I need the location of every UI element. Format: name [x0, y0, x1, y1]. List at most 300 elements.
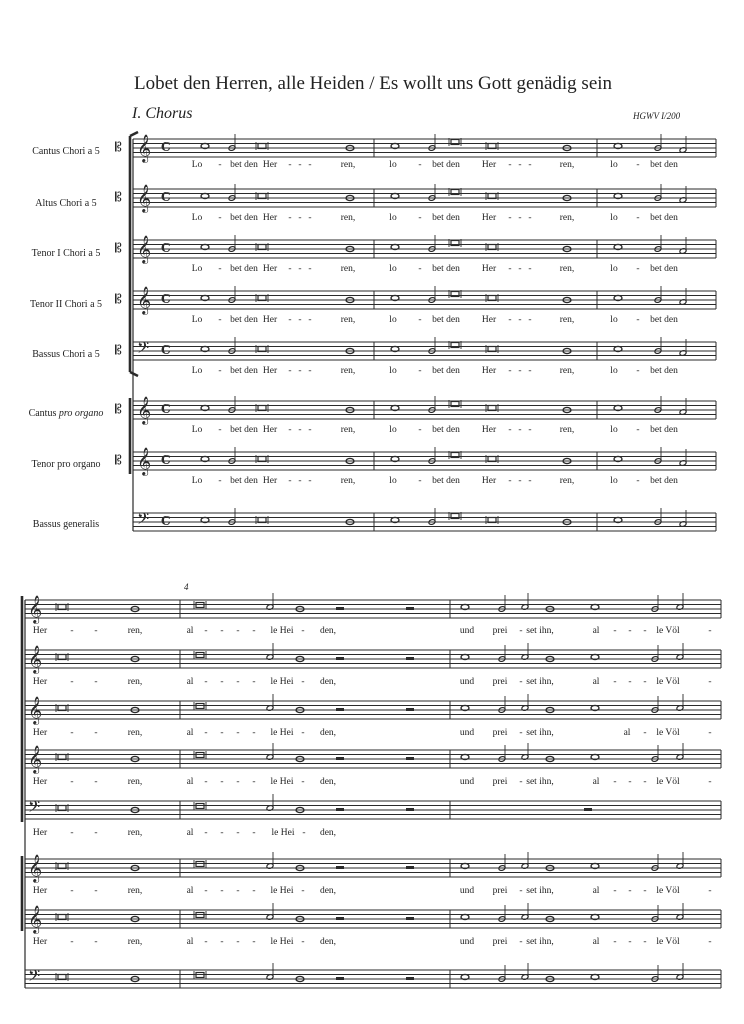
system2-altus-lyric-syllable: - [613, 677, 617, 687]
system2-tenor1-lyric-syllable: - [708, 728, 712, 738]
system2-altus-lyric-syllable: den, [319, 677, 337, 687]
system2-cantus-organo-lyric-syllable: al [186, 886, 194, 896]
system2-cantus-organo-lyric-syllable: - [70, 886, 74, 896]
system2-altus-lyric-syllable: - [252, 677, 256, 687]
system2-cantus-lyric-syllable: Her [32, 626, 48, 636]
system2-tenor-organo-lyric-syllable: Her [32, 937, 48, 947]
system1-part0-lyric-syllable: - [528, 160, 532, 170]
system2-cantus-lyric-syllable: - [708, 626, 712, 636]
system2-tenor2-lyric-syllable: - [236, 777, 240, 787]
system1-part1-lyric-syllable: - [528, 213, 532, 223]
system2-tenor2-lyric-syllable: - [301, 777, 305, 787]
measure-number: 4 [184, 582, 189, 592]
system2-tenor-organo-lyric-syllable: ren, [127, 937, 143, 947]
system2-tenor-organo-lyric-syllable: den, [319, 937, 337, 947]
system1-part4-lyric-syllable: Her [262, 366, 278, 376]
system2-tenor-organo-lyric-syllable: und [459, 937, 475, 947]
system2-cantus-organo-lyric-syllable: - [220, 886, 224, 896]
part-label-tenor2: Tenor II Chori a 5 [29, 299, 103, 310]
system1-part2-lyric-syllable: lo [610, 264, 618, 274]
system2-tenor2-lyric-syllable: al [186, 777, 194, 787]
system2-cantus-lyric-syllable: - [252, 626, 256, 636]
system1-part0-lyric-syllable: - [308, 160, 312, 170]
system1-part6-lyric-syllable: Lo [191, 476, 203, 486]
system1-part3-lyric-syllable: ren, [340, 315, 356, 325]
rest-icon [336, 757, 344, 760]
clef-icon: 𝄞 [28, 905, 43, 933]
system1-part3-lyric-syllable: - [308, 315, 312, 325]
system2-tenor-organo-lyric-syllable: - [613, 937, 617, 947]
system1-part4-lyric-syllable: - [418, 366, 422, 376]
rest-icon [336, 607, 344, 610]
system1-part1-lyric-syllable: - [218, 213, 222, 223]
system2-tenor1-lyric-syllable: Her [32, 728, 48, 738]
system1-part5-lyric-syllable: - [288, 425, 292, 435]
system1-part3-lyric-syllable: - [298, 315, 302, 325]
system1-part6-lyric-syllable: bet den [230, 476, 258, 486]
system2-altus-lyric-syllable: ren, [127, 677, 143, 687]
system2-bassus-lyric-syllable: - [204, 828, 208, 838]
system2-bassus-lyric-syllable: - [94, 828, 98, 838]
note [196, 804, 204, 809]
system2-tenor-organo-lyric-syllable: - [220, 937, 224, 947]
system1-part6-lyric-syllable: lo [389, 476, 397, 486]
system2-tenor1-lyric-syllable: - [643, 728, 647, 738]
system2-bassus-lyric-syllable: ren, [127, 828, 143, 838]
clef-icon: 𝄞 [28, 854, 43, 882]
system1-part4-lyric-syllable: bet den [650, 366, 678, 376]
system1-part2-lyric-syllable: - [298, 264, 302, 274]
system1-part3-lyric-syllable: ren, [559, 315, 575, 325]
rest-icon [406, 917, 414, 920]
system1-part6-lyric-syllable: - [288, 476, 292, 486]
system1-part6-lyric-syllable: bet den [432, 476, 460, 486]
system2-cantus-organo-lyric-syllable: al [592, 886, 600, 896]
system2-tenor2-lyric-syllable: prei [492, 777, 508, 787]
rest-icon [406, 708, 414, 711]
time-signature-icon: C [161, 292, 171, 306]
part-label-bassus: Bassus Chori a 5 [32, 349, 100, 360]
system2-altus-lyric-syllable: - [301, 677, 305, 687]
system1-part2-lyric-syllable: Her [262, 264, 278, 274]
clef-icon: 𝄞 [137, 184, 152, 212]
system2-tenor-organo-lyric-syllable: - [708, 937, 712, 947]
system1-part1-lyric-syllable: lo [389, 213, 397, 223]
system2-bassus-lyric-syllable: Her [32, 828, 48, 838]
system2-altus-lyric-syllable: - [628, 677, 632, 687]
system1-part5-lyric-syllable: ren, [340, 425, 356, 435]
system1-part6-lyric-syllable: - [308, 476, 312, 486]
system1-part6-lyric-syllable: - [636, 476, 640, 486]
system2-altus-lyric-syllable: le Hei [270, 677, 294, 687]
rest-icon [406, 808, 414, 811]
system1-part2-lyric-syllable: - [218, 264, 222, 274]
system1-part3-lyric-syllable: - [636, 315, 640, 325]
system2-cantus-organo-lyric-syllable: le Hei [270, 886, 294, 896]
original-clef-incipit-icon: 𝄡 [115, 140, 122, 154]
system1-part5-lyric-syllable: Her [481, 425, 497, 435]
original-clef-incipit-icon: 𝄡 [115, 402, 122, 416]
original-clef-incipit-icon: 𝄡 [115, 292, 122, 306]
system2-tenor2-lyric-syllable: - [204, 777, 208, 787]
system2-cantus-lyric-syllable: - [613, 626, 617, 636]
system1-part3-lyric-syllable: - [288, 315, 292, 325]
system1-part5-lyric-syllable: bet den [230, 425, 258, 435]
system1-part0-lyric-syllable: - [636, 160, 640, 170]
time-signature-icon: C [161, 343, 171, 357]
system1-part4-lyric-syllable: Lo [191, 366, 203, 376]
system2-tenor-organo-lyric-syllable: - [301, 937, 305, 947]
clef-icon: 𝄞 [137, 396, 152, 424]
time-signature-icon: C [161, 140, 171, 154]
system2-cantus-lyric-syllable: - [628, 626, 632, 636]
section-title-text: I. Chorus [132, 105, 193, 122]
system2-bassus-lyric-syllable: al [186, 828, 194, 838]
note [196, 704, 204, 709]
system2-tenor1-lyric-syllable: und [459, 728, 475, 738]
system1-part6-lyric-syllable: - [508, 476, 512, 486]
original-clef-incipit-icon: 𝄡 [115, 190, 122, 204]
system2-cantus-organo-lyric-syllable: prei [492, 886, 508, 896]
system2-bassus-lyric-syllable: den, [319, 828, 337, 838]
system2-cantus-lyric-syllable: le Völ [656, 626, 680, 636]
rest-icon [336, 808, 344, 811]
system1-part0-lyric-syllable: Her [481, 160, 497, 170]
system1-part2-lyric-syllable: - [518, 264, 522, 274]
system2-tenor1-lyric-syllable: - [70, 728, 74, 738]
system2-tenor1-lyric-syllable: den, [319, 728, 337, 738]
system2-altus-lyric-syllable: - [643, 677, 647, 687]
system1-part3-lyric-syllable: Her [481, 315, 497, 325]
system1-part1-lyric-syllable: bet den [230, 213, 258, 223]
original-clef-incipit-icon: 𝄡 [115, 453, 122, 467]
system2-cantus-lyric-syllable: prei [492, 626, 508, 636]
system1-part1-lyric-syllable: - [508, 213, 512, 223]
system1-part4-lyric-syllable: - [518, 366, 522, 376]
system1-part6-lyric-syllable: - [298, 476, 302, 486]
system2-cantus-organo-lyric-syllable: - [708, 886, 712, 896]
system1-part0-lyric-syllable: ren, [559, 160, 575, 170]
system2-bassus-lyric-syllable: - [302, 828, 306, 838]
clef-icon: 𝄞 [28, 645, 43, 673]
system1-part5-lyric-syllable: - [308, 425, 312, 435]
system2-altus-lyric-syllable: und [459, 677, 475, 687]
system1-part0-lyric-syllable: bet den [432, 160, 460, 170]
part-label-cantus-organo-italic: pro organo [58, 408, 104, 419]
system1-part1-lyric-syllable: ren, [340, 213, 356, 223]
system2-cantus-organo-lyric-syllable: - [301, 886, 305, 896]
system2-tenor-organo-lyric-syllable: le Hei [270, 937, 294, 947]
system2-cantus-lyric-syllable: le Hei [270, 626, 294, 636]
system2-tenor2-lyric-syllable: den, [319, 777, 337, 787]
part-label-tenor1: Tenor I Chori a 5 [31, 248, 101, 259]
part-label-cantus-organo-prefix: Cantus [28, 408, 59, 419]
system2-bassus-lyric-syllable: - [236, 828, 240, 838]
time-signature-icon: C [161, 241, 171, 255]
system1-part4-lyric-syllable: - [298, 366, 302, 376]
clef-icon: 𝄢 [28, 967, 41, 989]
system1-part3-lyric-syllable: bet den [650, 315, 678, 325]
system1-part5-lyric-syllable: bet den [650, 425, 678, 435]
system1-part5-lyric-syllable: - [636, 425, 640, 435]
system1-part3-lyric-syllable: - [508, 315, 512, 325]
system2-altus-lyric-syllable: - [236, 677, 240, 687]
system2-cantus-organo-lyric-syllable: - [628, 886, 632, 896]
system2-cantus-organo-lyric-syllable: - [643, 886, 647, 896]
system1-part2-lyric-syllable: - [288, 264, 292, 274]
system2-cantus-lyric-syllable: - [236, 626, 240, 636]
system2-tenor2-lyric-syllable: ren, [127, 777, 143, 787]
part-label-altus: Altus Chori a 5 [35, 198, 97, 209]
time-signature-icon: C [161, 514, 171, 528]
system2-altus-lyric-syllable: set ihn, [526, 677, 554, 687]
rest-icon [406, 757, 414, 760]
note [196, 603, 204, 608]
rest-icon [406, 977, 414, 980]
system2-tenor2-lyric-syllable: und [459, 777, 475, 787]
system2-tenor1-lyric-syllable: le Völ [656, 728, 680, 738]
system1-part5-lyric-syllable: ren, [559, 425, 575, 435]
system1-part1-lyric-syllable: lo [610, 213, 618, 223]
system2-cantus-organo-lyric-syllable: den, [319, 886, 337, 896]
rest-icon [406, 607, 414, 610]
system1-part0-lyric-syllable: lo [389, 160, 397, 170]
system1-part2-lyric-syllable: bet den [230, 264, 258, 274]
system2-tenor-organo-lyric-syllable: - [643, 937, 647, 947]
system2-bassus-lyric-syllable: - [252, 828, 256, 838]
note [196, 973, 204, 978]
system2-tenor-organo-lyric-syllable: set ihn, [526, 937, 554, 947]
rest-icon [406, 657, 414, 660]
system2-tenor-organo-lyric-syllable: - [204, 937, 208, 947]
system2-tenor1-lyric-syllable: al [623, 728, 631, 738]
system2-altus-lyric-syllable: - [519, 677, 523, 687]
note [196, 653, 204, 658]
system1-part5-lyric-syllable: lo [610, 425, 618, 435]
system1-part2-lyric-syllable: ren, [559, 264, 575, 274]
system1-part5-lyric-syllable: bet den [432, 425, 460, 435]
clef-icon: 𝄞 [28, 595, 43, 623]
system2-tenor1-lyric-syllable: prei [492, 728, 508, 738]
system2-tenor1-lyric-syllable: le Hei [270, 728, 294, 738]
system2-tenor1-lyric-syllable: - [519, 728, 523, 738]
system2-tenor2-lyric-syllable: al [592, 777, 600, 787]
clef-icon: 𝄢 [137, 510, 150, 532]
system1-part4-lyric-syllable: bet den [432, 366, 460, 376]
note [196, 913, 204, 918]
system1-part6-lyric-syllable: Her [481, 476, 497, 486]
system2-tenor-organo-lyric-syllable: prei [492, 937, 508, 947]
system1-part0-lyric-syllable: - [418, 160, 422, 170]
part-label-tenor-organo: Tenor pro organo [31, 459, 101, 470]
system1-part2-lyric-syllable: - [308, 264, 312, 274]
system1-part0-lyric-syllable: - [218, 160, 222, 170]
system2-cantus-lyric-syllable: - [220, 626, 224, 636]
system2-tenor-organo-lyric-syllable: al [592, 937, 600, 947]
system2-cantus-organo-lyric-syllable: - [94, 886, 98, 896]
system1-part0-lyric-syllable: - [508, 160, 512, 170]
system2-tenor1-lyric-syllable: - [252, 728, 256, 738]
system1-part1-lyric-syllable: bet den [650, 213, 678, 223]
part-label-cantus: Cantus Chori a 5 [32, 146, 100, 157]
rest-icon [336, 708, 344, 711]
system1-part4-lyric-syllable: ren, [559, 366, 575, 376]
system2-bassus-lyric-syllable: - [70, 828, 74, 838]
system1-part6-lyric-syllable: - [218, 476, 222, 486]
system1-part3-lyric-syllable: bet den [432, 315, 460, 325]
original-clef-incipit-icon: 𝄡 [115, 241, 122, 255]
system2-tenor1-lyric-syllable: - [236, 728, 240, 738]
system1-part3-lyric-syllable: bet den [230, 315, 258, 325]
system1-part1-lyric-syllable: bet den [432, 213, 460, 223]
system2-tenor2-lyric-syllable: - [252, 777, 256, 787]
system2-tenor2-lyric-syllable: le Völ [656, 777, 680, 787]
clef-icon: 𝄞 [137, 134, 152, 162]
rest-icon [584, 808, 592, 811]
system1-part6-lyric-syllable: ren, [340, 476, 356, 486]
system2-cantus-lyric-syllable: al [592, 626, 600, 636]
system2-tenor1-lyric-syllable: - [204, 728, 208, 738]
clef-icon: 𝄞 [28, 696, 43, 724]
system2-tenor1-lyric-syllable: set ihn, [526, 728, 554, 738]
system2-bassus-lyric-syllable: le Hei [271, 828, 295, 838]
system2-altus-lyric-syllable: - [94, 677, 98, 687]
clef-icon: 𝄞 [137, 286, 152, 314]
system1-part3-lyric-syllable: - [218, 315, 222, 325]
system2-cantus-organo-lyric-syllable: le Völ [656, 886, 680, 896]
system1-part5-lyric-syllable: - [418, 425, 422, 435]
system2-altus-lyric-syllable: - [708, 677, 712, 687]
system2-tenor2-lyric-syllable: - [519, 777, 523, 787]
system2-altus-lyric-syllable: prei [492, 677, 508, 687]
system1-part3-lyric-syllable: - [528, 315, 532, 325]
system1-part0-lyric-syllable: bet den [230, 160, 258, 170]
system1-part5-lyric-syllable: Her [262, 425, 278, 435]
system1-part4-lyric-syllable: lo [610, 366, 618, 376]
system1-part5-lyric-syllable: - [508, 425, 512, 435]
system1-part3-lyric-syllable: - [418, 315, 422, 325]
system1-part2-lyric-syllable: ren, [340, 264, 356, 274]
system1-part2-lyric-syllable: Lo [191, 264, 203, 274]
system1-part1-lyric-syllable: - [518, 213, 522, 223]
system1-part1-lyric-syllable: - [418, 213, 422, 223]
system2-cantus-organo-lyric-syllable: - [236, 886, 240, 896]
note [196, 753, 204, 758]
rest-icon [336, 657, 344, 660]
system1-part2-lyric-syllable: - [528, 264, 532, 274]
rest-icon [406, 866, 414, 869]
system2-altus-lyric-syllable: al [186, 677, 194, 687]
system2-tenor-organo-lyric-syllable: - [628, 937, 632, 947]
system1-part5-lyric-syllable: lo [389, 425, 397, 435]
system1-part3-lyric-syllable: Her [262, 315, 278, 325]
system1-part4-lyric-syllable: bet den [230, 366, 258, 376]
system2-tenor2-lyric-syllable: le Hei [270, 777, 294, 787]
clef-icon: 𝄞 [137, 447, 152, 475]
system2-cantus-organo-lyric-syllable: - [613, 886, 617, 896]
system1-part3-lyric-syllable: lo [610, 315, 618, 325]
part-label-bassus-generalis: Bassus generalis [32, 519, 100, 530]
system2-cantus-lyric-syllable: den, [319, 626, 337, 636]
system2-tenor1-lyric-syllable: - [94, 728, 98, 738]
system2-altus-lyric-syllable: - [220, 677, 224, 687]
system1-part2-lyric-syllable: - [508, 264, 512, 274]
system1-part4-lyric-syllable: ren, [340, 366, 356, 376]
system2-cantus-organo-lyric-syllable: und [459, 886, 475, 896]
note [196, 862, 204, 867]
system2-tenor-organo-lyric-syllable: - [252, 937, 256, 947]
system1-part5-lyric-syllable: - [528, 425, 532, 435]
catalog-number: HGWV I/200 [633, 111, 681, 121]
system2-tenor1-lyric-syllable: al [186, 728, 194, 738]
time-signature-icon: C [161, 190, 171, 204]
system1-part1-lyric-syllable: - [288, 213, 292, 223]
system1-part4-lyric-syllable: lo [389, 366, 397, 376]
system2-tenor2-lyric-syllable: - [613, 777, 617, 787]
system2-bassus-lyric-syllable: - [220, 828, 224, 838]
system1-part0-lyric-syllable: Her [262, 160, 278, 170]
system2-altus-lyric-syllable: - [204, 677, 208, 687]
rest-icon [336, 866, 344, 869]
system1-part6-lyric-syllable: Her [262, 476, 278, 486]
system2-tenor-organo-lyric-syllable: - [70, 937, 74, 947]
system1-part0-lyric-syllable: - [298, 160, 302, 170]
system2-tenor1-lyric-syllable: - [301, 728, 305, 738]
system1-part2-lyric-syllable: bet den [432, 264, 460, 274]
system2-tenor2-lyric-syllable: - [643, 777, 647, 787]
system2-tenor-organo-lyric-syllable: - [94, 937, 98, 947]
rest-icon [336, 917, 344, 920]
system2-tenor2-lyric-syllable: - [708, 777, 712, 787]
system2-tenor2-lyric-syllable: Her [32, 777, 48, 787]
system1-part5-lyric-syllable: - [218, 425, 222, 435]
clef-icon: 𝄞 [28, 745, 43, 773]
system2-altus-lyric-syllable: Her [32, 677, 48, 687]
system1-part0-lyric-syllable: ren, [340, 160, 356, 170]
time-signature-icon: C [161, 402, 171, 416]
system1-part3-lyric-syllable: Lo [191, 315, 203, 325]
system1-part0-lyric-syllable: bet den [650, 160, 678, 170]
system1-part3-lyric-syllable: - [518, 315, 522, 325]
clef-icon: 𝄞 [137, 235, 152, 263]
system1-part1-lyric-syllable: - [298, 213, 302, 223]
system2-tenor-organo-lyric-syllable: - [519, 937, 523, 947]
system2-cantus-lyric-syllable: ren, [127, 626, 143, 636]
system2-altus-lyric-syllable: - [70, 677, 74, 687]
system2-cantus-lyric-syllable: und [459, 626, 475, 636]
system1-part0-lyric-syllable: Lo [191, 160, 203, 170]
system2-tenor-organo-lyric-syllable: al [186, 937, 194, 947]
system1-part4-lyric-syllable: - [636, 366, 640, 376]
system2-cantus-lyric-syllable: - [70, 626, 74, 636]
system1-part2-lyric-syllable: Her [481, 264, 497, 274]
system2-cantus-organo-lyric-syllable: ren, [127, 886, 143, 896]
rest-icon [336, 977, 344, 980]
time-signature-icon: C [161, 453, 171, 467]
system2-cantus-organo-lyric-syllable: Her [32, 886, 48, 896]
system1-part3-lyric-syllable: lo [389, 315, 397, 325]
system2-cantus-lyric-syllable: - [204, 626, 208, 636]
system1-part2-lyric-syllable: - [636, 264, 640, 274]
system2-cantus-lyric-syllable: - [301, 626, 305, 636]
system1-part1-lyric-syllable: ren, [559, 213, 575, 223]
system1-part5-lyric-syllable: - [298, 425, 302, 435]
system1-part1-lyric-syllable: - [308, 213, 312, 223]
system2-cantus-organo-lyric-syllable: - [204, 886, 208, 896]
system2-cantus-lyric-syllable: - [94, 626, 98, 636]
system2-cantus-organo-lyric-syllable: - [519, 886, 523, 896]
system2-cantus-lyric-syllable: - [643, 626, 647, 636]
